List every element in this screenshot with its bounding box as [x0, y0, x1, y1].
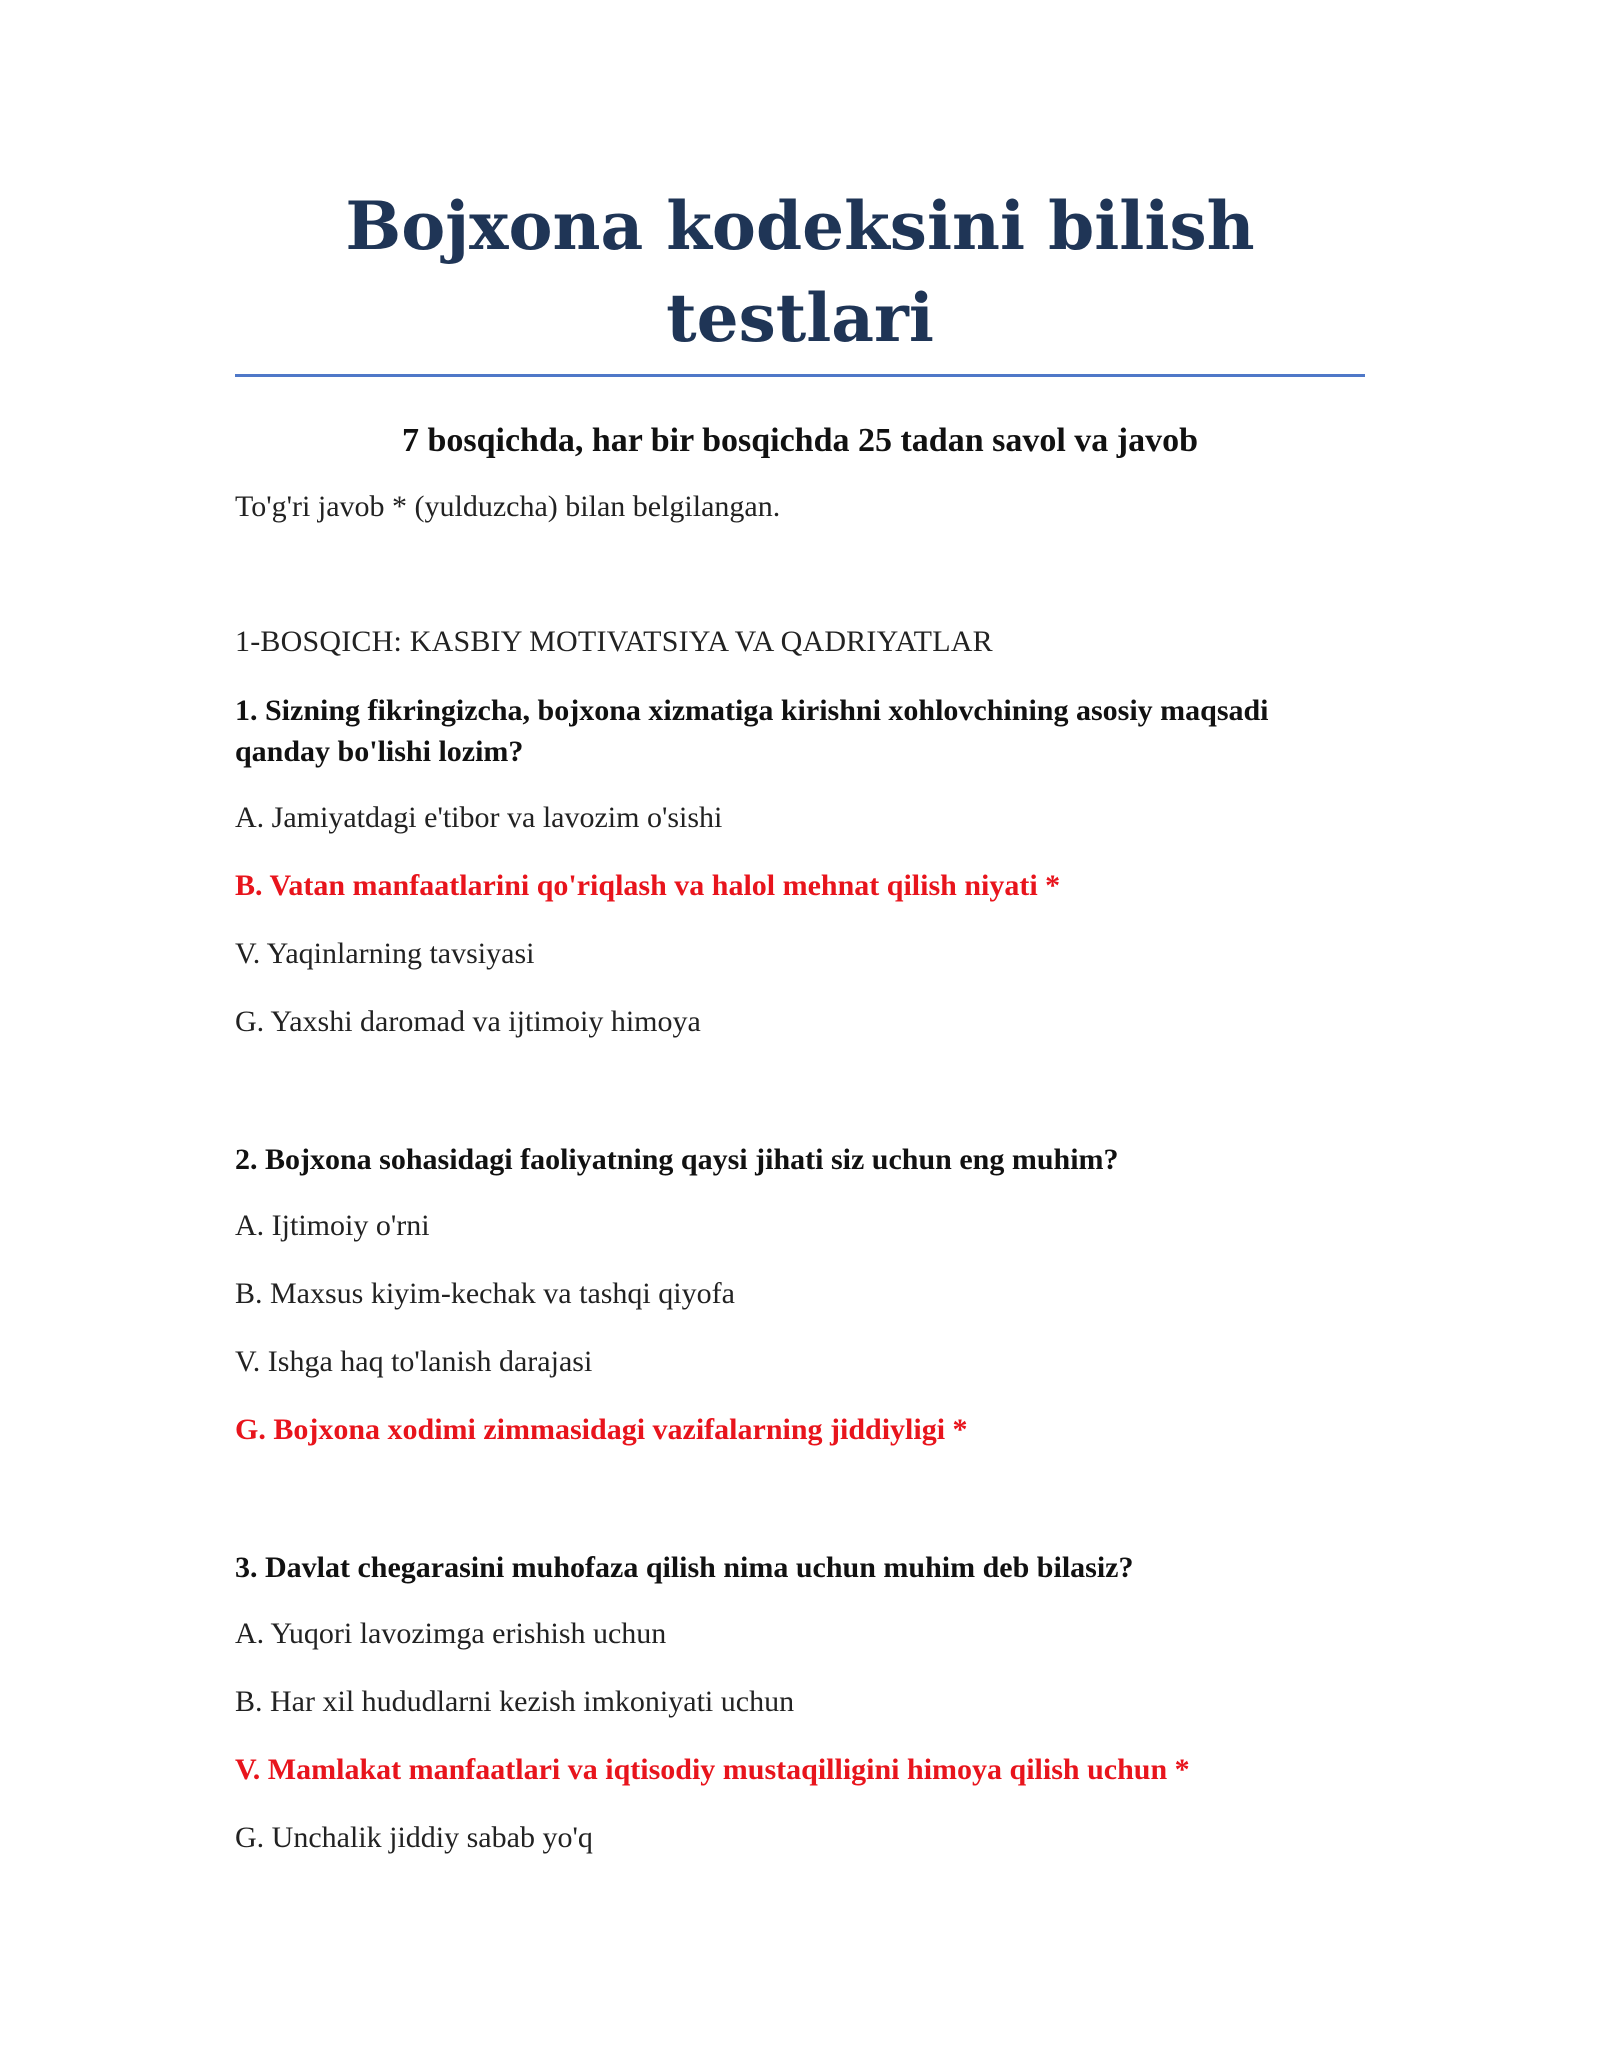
- answer-option-a: A. Ijtimoiy o'rni: [235, 1209, 430, 1242]
- question-2: [235, 1139, 1365, 1450]
- answer-option-b: B. Vatan manfaatlarini qo'riqlash va halol mehnat qilish niyati *: [235, 869, 1061, 902]
- document-title: [235, 180, 1365, 364]
- question-text: 1. Sizning fikringizcha, bojxona xizmatiga kirishni xohlovchining asosiy maqsadi qanday bo'lishi lozim?: [235, 694, 1269, 768]
- title-line-2: testlari: [666, 279, 934, 357]
- answer-option-g: G. Bojxona xodimi zimmasidagi vazifalarning jiddiyligi *: [235, 1413, 968, 1446]
- question-text: 2. Bojxona sohasidagi faoliyatning qaysi jihati siz uchun eng muhim?: [235, 1143, 1119, 1176]
- document-page: [235, 180, 1365, 1858]
- answer-option-b: B. Har xil hududlarni kezish imkoniyati uchun: [235, 1685, 795, 1718]
- answer-option-v: V. Mamlakat manfaatlari va iqtisodiy mustaqilligini himoya qilish uchun *: [235, 1753, 1190, 1786]
- answer-option-v: V. Ishga haq to'lanish darajasi: [235, 1345, 593, 1378]
- title-line-1: Bojxona kodeksini bilish: [345, 187, 1255, 265]
- document-subtitle: 7 bosqichda, har bir bosqichda 25 tadan savol va javob: [401, 422, 1199, 459]
- answer-option-b: B. Maxsus kiyim-kechak va tashqi qiyofa: [235, 1277, 735, 1310]
- title-divider: [235, 374, 1365, 377]
- answer-option-g: G. Unchalik jiddiy sabab yo'q: [235, 1821, 593, 1854]
- answer-option-a: A. Yuqori lavozimga erishish uchun: [235, 1617, 667, 1650]
- answer-option-a: A. Jamiyatdagi e'tibor va lavozim o'sishi: [235, 801, 723, 834]
- section-heading: 1-BOSQICH: KASBIY MOTIVATSIYA VA QADRIYATLAR: [235, 625, 993, 658]
- question-1: [235, 690, 1365, 1042]
- answer-key-note: To'g'ri javob * (yulduzcha) bilan belgilangan.: [235, 490, 781, 523]
- answer-option-v: V. Yaqinlarning tavsiyasi: [235, 937, 535, 970]
- question-text: 3. Davlat chegarasini muhofaza qilish nima uchun muhim deb bilasiz?: [235, 1551, 1134, 1584]
- answer-option-g: G. Yaxshi daromad va ijtimoiy himoya: [235, 1005, 701, 1038]
- question-3: [235, 1547, 1365, 1858]
